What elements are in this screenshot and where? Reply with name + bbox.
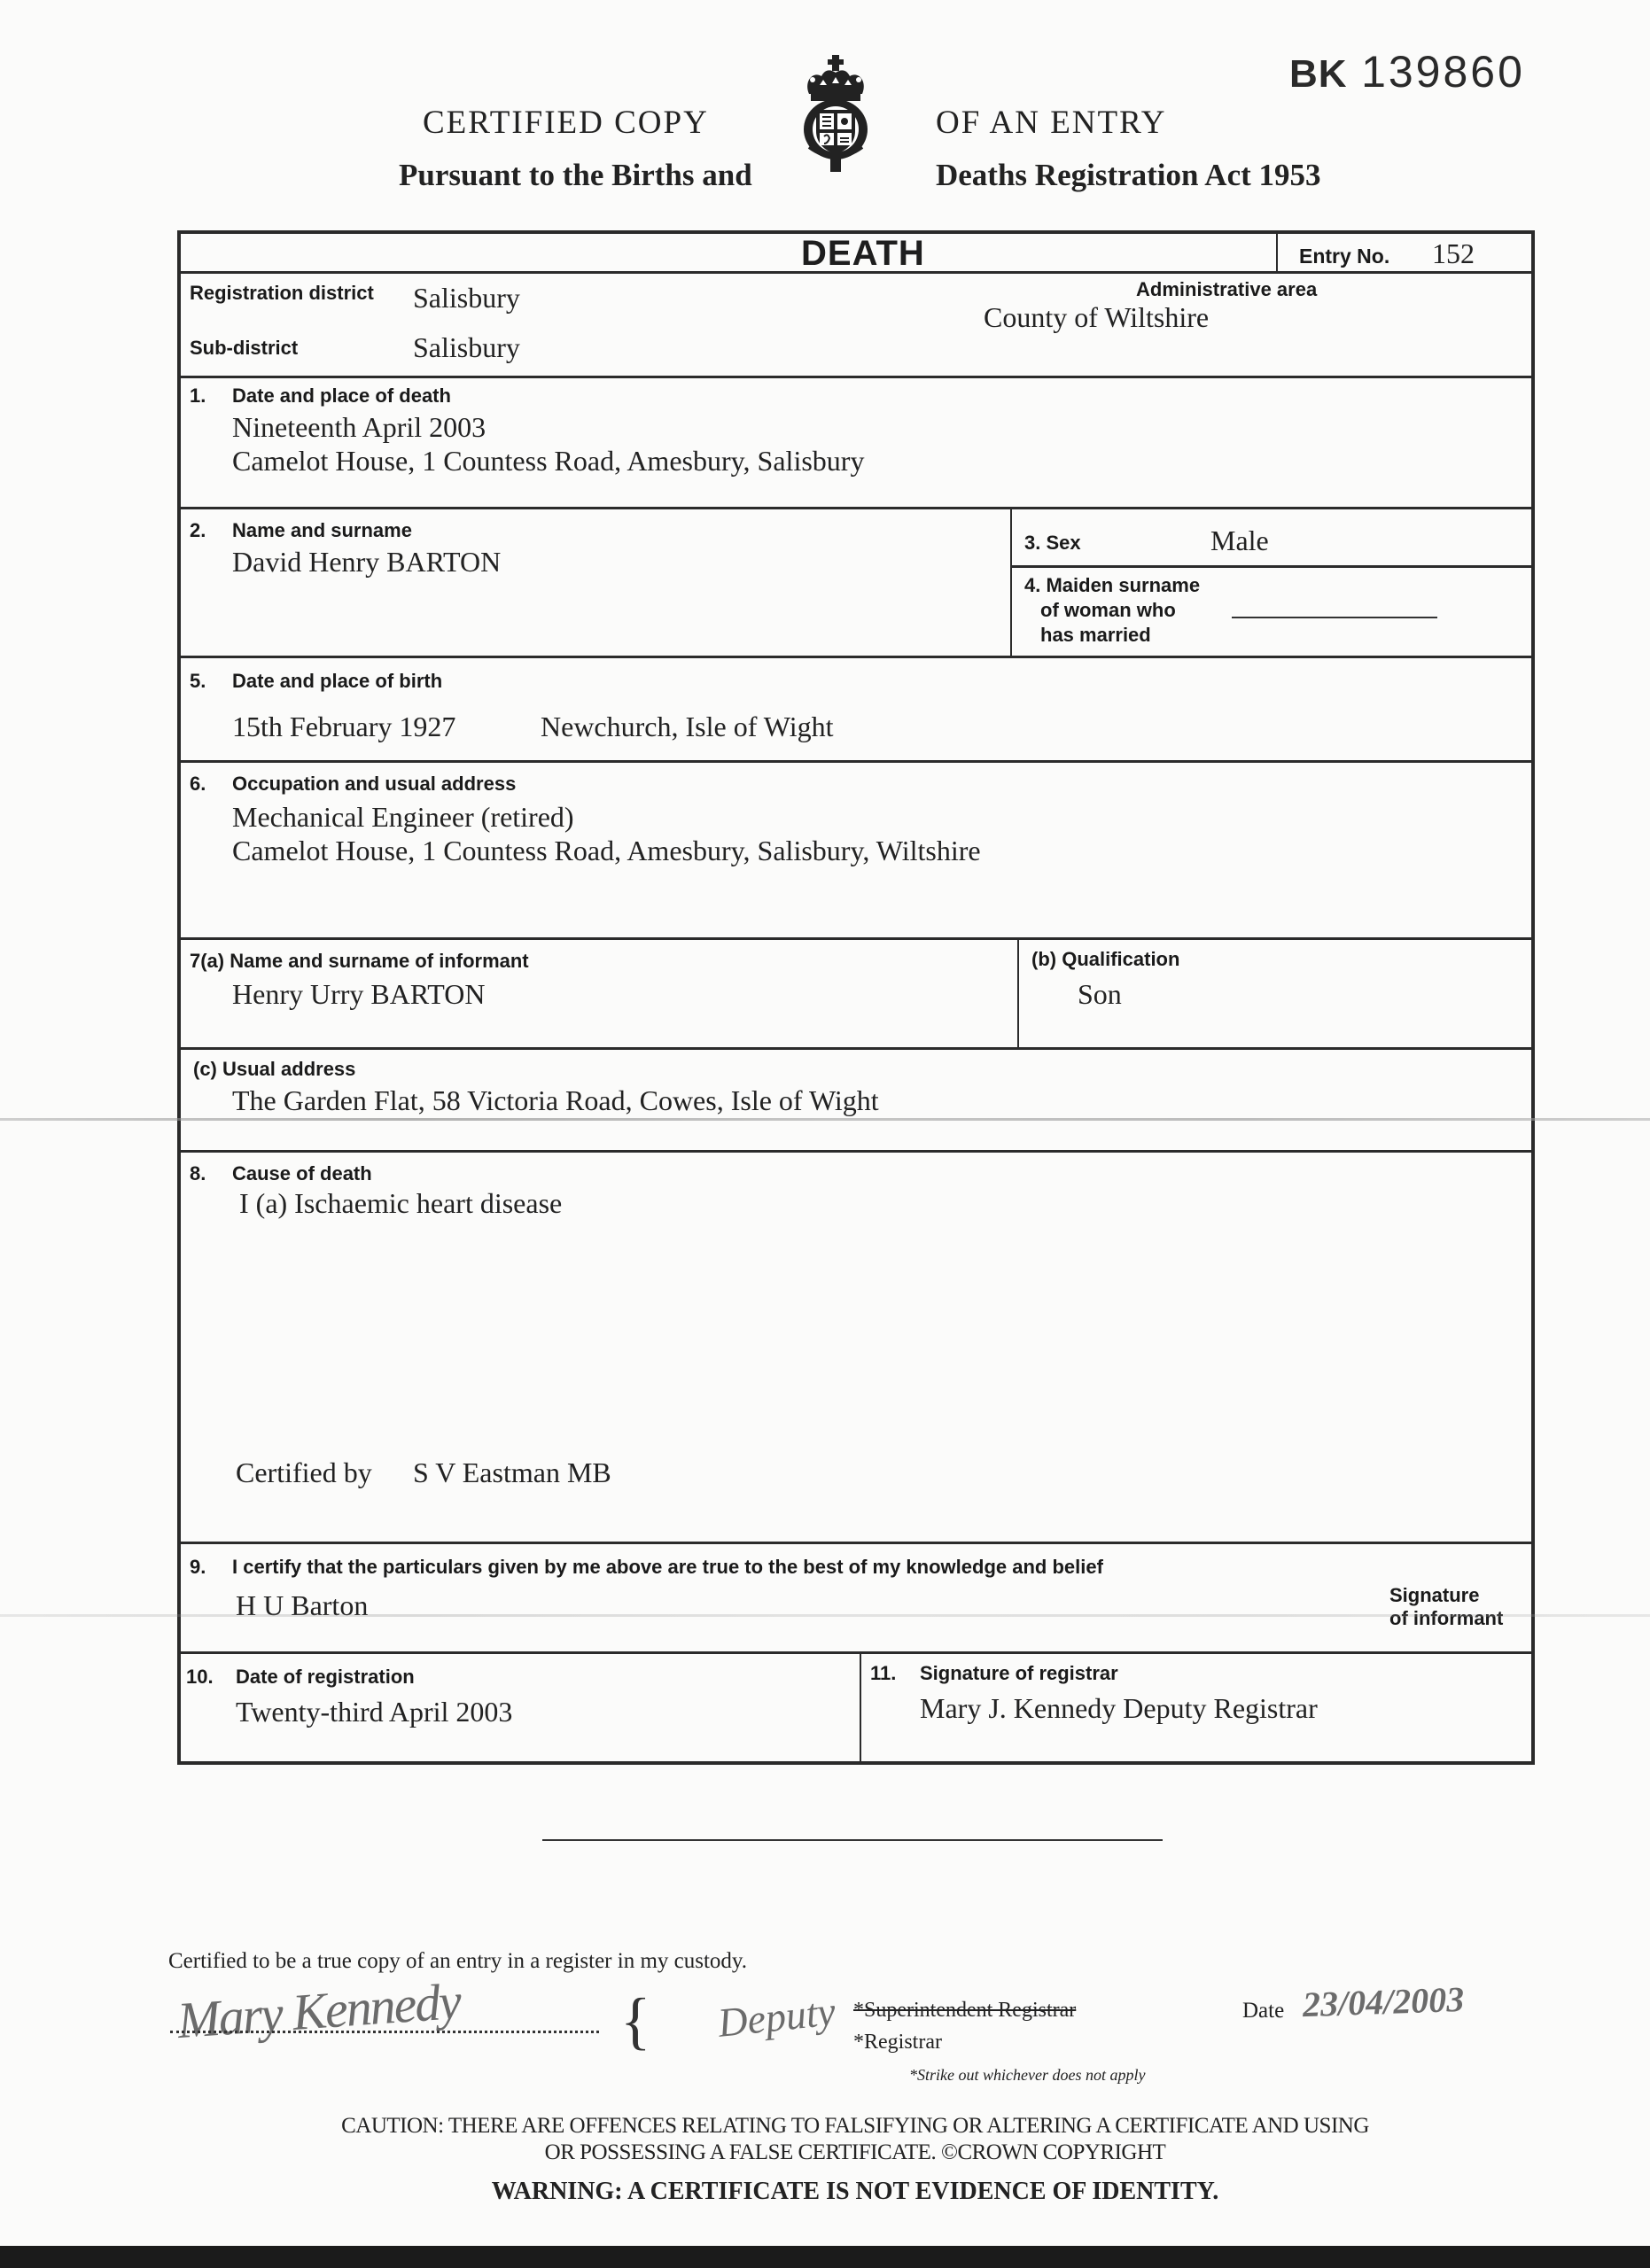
death-register-entry-form: [177, 230, 1535, 1765]
signature-of-informant-label-line2: of informant: [1389, 1607, 1504, 1629]
divider: [181, 1150, 1531, 1153]
divider: [181, 937, 1531, 940]
usual-address-value: Camelot House, 1 Countess Road, Amesbury, Salisbury, Wiltshire: [232, 835, 981, 866]
date-of-death-value: Nineteenth April 2003: [232, 411, 486, 443]
date-of-birth-value: 15th February 1927: [232, 711, 456, 742]
field-10-number: 10.: [186, 1666, 214, 1688]
sub-district-value: Salisbury: [413, 331, 520, 363]
certified-copy-statement: Certified to be a true copy of an entry in a register in my custody.: [168, 1949, 748, 1973]
date-place-of-death-label: Date and place of death: [232, 384, 451, 407]
place-of-birth-value: Newchurch, Isle of Wight: [541, 711, 834, 742]
divider: [1276, 234, 1278, 271]
field-11-number: 11.: [870, 1662, 897, 1684]
divider: [181, 507, 1531, 509]
field-2-number: 2.: [190, 519, 206, 541]
divider: [1017, 937, 1019, 1047]
divider: [1010, 507, 1012, 656]
cause-of-death-value: I (a) Ischaemic heart disease: [239, 1187, 563, 1219]
occupation-value: Mechanical Engineer (retired): [232, 801, 574, 833]
entry-no-label: Entry No.: [1299, 245, 1390, 268]
certified-by-label: Certified by: [236, 1456, 372, 1488]
administrative-area-value: County of Wiltshire: [984, 301, 1210, 333]
registrar-option: *Registrar: [853, 2031, 942, 2054]
date-label: Date: [1242, 1999, 1285, 2023]
title-right: OF AN ENTRY: [936, 105, 1167, 141]
form-title: DEATH: [801, 234, 925, 273]
informant-name-label: 7(a) Name and surname of informant: [190, 950, 529, 972]
divider: [181, 1651, 1531, 1654]
divider: [181, 271, 1531, 274]
sub-district-label: Sub-district: [190, 337, 299, 359]
informant-certification-label: I certify that the particulars given by me above are true to the best of my knowledge and belief: [232, 1556, 1103, 1578]
warning-not-evidence-of-identity: WARNING: A CERTIFICATE IS NOT EVIDENCE OF IDENTITY.: [491, 2178, 1219, 2205]
scanner-bottom-edge: [0, 2246, 1650, 2268]
signature-of-registrar-label: Signature of registrar: [920, 1662, 1118, 1684]
divider: [181, 1542, 1531, 1544]
paper-fold-crease: [0, 1614, 1650, 1617]
sex-label: 3. Sex: [1024, 532, 1081, 554]
caution-line-1: CAUTION: THERE ARE OFFENCES RELATING TO FALSIFYING OR ALTERING A CERTIFICATE AND USING: [341, 2114, 1369, 2138]
administrative-area-label: Administrative area: [1136, 278, 1318, 300]
date-of-registration-label: Date of registration: [236, 1666, 415, 1688]
separator-line: [542, 1839, 1163, 1841]
date-place-of-birth-label: Date and place of birth: [232, 670, 443, 692]
date-of-registration-value: Twenty-third April 2003: [236, 1696, 513, 1728]
place-of-death-value: Camelot House, 1 Countess Road, Amesbury, Salisbury: [232, 445, 865, 477]
divider: [181, 1047, 1531, 1050]
maiden-surname-label: 4. Maiden surname: [1024, 574, 1201, 596]
signature-of-informant-label: Signature: [1389, 1584, 1480, 1606]
title-left: CERTIFIED COPY: [423, 105, 709, 141]
field-1-number: 1.: [190, 384, 206, 407]
royal-coat-of-arms-icon: [800, 55, 871, 172]
registrar-signature-value: Mary J. Kennedy Deputy Registrar: [920, 1692, 1318, 1724]
informant-name-value: Henry Urry BARTON: [232, 978, 486, 1010]
handwritten-date: 23/04/2003: [1302, 1978, 1465, 2025]
serial-prefix: BK: [1289, 52, 1348, 96]
occupation-address-label: Occupation and usual address: [232, 773, 517, 795]
cause-of-death-label: Cause of death: [232, 1162, 372, 1184]
divider: [1010, 565, 1531, 568]
name-surname-label: Name and surname: [232, 519, 412, 541]
deceased-name-value: David Henry BARTON: [232, 546, 502, 578]
informant-address-label: (c) Usual address: [193, 1058, 356, 1080]
field-9-number: 9.: [190, 1556, 206, 1578]
divider: [860, 1651, 861, 1763]
divider: [181, 656, 1531, 658]
brace-symbol: {: [620, 1985, 651, 2056]
qualification-label: (b) Qualification: [1031, 948, 1180, 970]
divider: [181, 760, 1531, 763]
field-5-number: 5.: [190, 670, 206, 692]
maiden-surname-label-line3: has married: [1040, 624, 1151, 646]
subtitle-left: Pursuant to the Births and: [399, 158, 752, 192]
certified-by-value: S V Eastman MB: [413, 1456, 611, 1488]
caution-line-2: OR POSSESSING A FALSE CERTIFICATE. ©CROWN COPYRIGHT: [544, 2140, 1166, 2164]
handwritten-signature: Mary Kennedy: [175, 1971, 462, 2050]
handwritten-deputy: Deputy: [715, 1988, 838, 2046]
paper-fold-crease: [0, 1118, 1650, 1121]
informant-address-value: The Garden Flat, 58 Victoria Road, Cowes, Isle of Wight: [232, 1084, 879, 1116]
registration-district-value: Salisbury: [413, 282, 520, 314]
maiden-surname-blank-line: [1232, 617, 1437, 618]
superintendent-registrar-struck: *Superintendent Registrar: [853, 1999, 1077, 2022]
serial-digits: 139860: [1361, 47, 1525, 97]
field-8-number: 8.: [190, 1162, 206, 1184]
divider: [181, 376, 1531, 378]
registration-district-label: Registration district: [190, 282, 374, 304]
subtitle-right: Deaths Registration Act 1953: [936, 158, 1321, 192]
qualification-value: Son: [1078, 978, 1122, 1010]
certificate-serial-number: [1289, 46, 1525, 97]
informant-signature-value: H U Barton: [236, 1589, 369, 1621]
sex-value: Male: [1210, 524, 1269, 556]
field-6-number: 6.: [190, 773, 206, 795]
signature-dotted-line: [170, 2031, 599, 2033]
entry-no-value: 152: [1432, 237, 1475, 269]
strike-out-note: *Strike out whichever does not apply: [909, 2066, 1146, 2084]
maiden-surname-label-line2: of woman who: [1040, 599, 1176, 621]
